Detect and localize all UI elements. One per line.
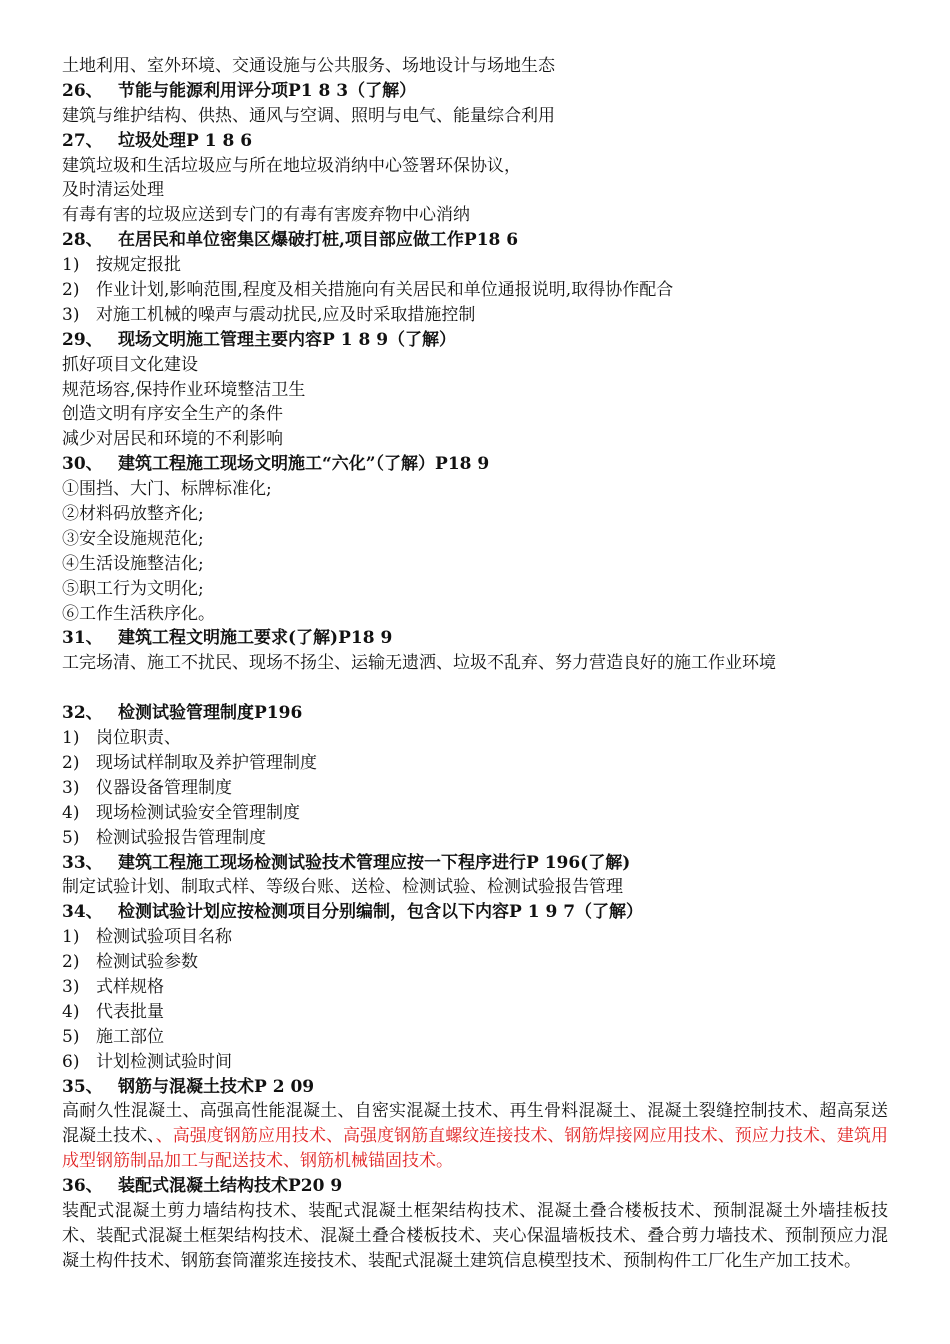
item-text: 仪器设备管理制度: [96, 777, 232, 798]
item-number: 3): [62, 976, 80, 997]
numbered-item: [62, 975, 890, 1000]
numbered-item: [62, 303, 890, 328]
numbered-item: [62, 826, 890, 851]
item-text: 现场试样制取及养护管理制度: [96, 752, 317, 773]
heading-number: 26、: [62, 80, 103, 101]
item-text: 现场检测试验安全管理制度: [96, 802, 300, 823]
blank-line: [62, 676, 890, 701]
heading-text: 垃圾处理P 1 8 6: [118, 130, 253, 151]
item-number: 4): [62, 1001, 80, 1022]
text-line: 创造文明有序安全生产的条件: [62, 404, 283, 425]
numbered-item: [62, 278, 890, 303]
numbered-item: [62, 925, 890, 950]
item-text: 作业计划,影响范围,程度及相关措施向有关居民和单位通报说明,取得协作配合: [96, 280, 674, 301]
text-line: 规范场容,保持作业环境整洁卫生: [62, 379, 306, 400]
text-line: 工完场清、施工不扰民、现场不扬尘、运输无遗洒、垃圾不乱弃、努力营造良好的施工作业环境: [62, 653, 776, 674]
section-heading: [62, 701, 890, 726]
numbered-item: [62, 751, 890, 776]
text-line: 建筑与维护结构、供热、通风与空调、照明与电气、能量综合利用: [62, 105, 555, 126]
heading-text: 节能与能源利用评分项P1 8 3（了解）: [118, 80, 417, 101]
item-number: 5): [62, 827, 80, 848]
heading-number: 36、: [62, 1176, 103, 1197]
section-heading: [62, 328, 890, 353]
section-heading: [62, 228, 890, 253]
paragraph-35: [62, 1099, 888, 1174]
item-number: 1): [62, 927, 80, 948]
section-heading: [62, 129, 890, 154]
numbered-item: [62, 776, 890, 801]
section-heading: [62, 1075, 890, 1100]
item-number: 2): [62, 952, 80, 973]
text-line: 减少对居民和环境的不利影响: [62, 429, 283, 450]
item-text: 检测试验报告管理制度: [96, 827, 266, 848]
paragraph-35-highlighted-text: 、高强度钢筋应用技术、高强度钢筋直螺纹连接技术、钢筋焊接网应用技术、预应力技术、建筑用成型钢筋制品加工与配送技术、钢筋机械锚固技术。: [62, 1126, 888, 1172]
heading-number: 28、: [62, 230, 103, 251]
section-heading: [62, 79, 890, 104]
item-text: 检测试验参数: [96, 952, 198, 973]
item-number: 2): [62, 752, 80, 773]
section-heading: [62, 851, 890, 876]
text-line: 土地利用、室外环境、交通设施与公共服务、场地设计与场地生态: [62, 56, 555, 76]
text-line: ⑤职工行为文明化;: [62, 578, 204, 599]
paragraph-35-text: 高耐久性混凝土、高强高性能混凝土、自密实混凝土技术、再生骨料混凝土、混凝土裂缝控制技术、超高泵送混凝土技术、: [62, 1101, 888, 1147]
item-number: 4): [62, 802, 80, 823]
paragraph-36: 装配式混凝土剪力墙结构技术、装配式混凝土框架结构技术、混凝土叠合楼板技术、预制混凝土外墙挂板技术、装配式混凝土框架结构技术、混凝土叠合楼板技术、夹心保温墙板技术、叠合剪力墙技术、预制预应力混凝土构件技术、钢筋套筒灌浆连接技术、装配式混凝土建筑信息模型技术、预制构件工厂化生产加工技术。: [62, 1201, 888, 1271]
text-line: ④生活设施整洁化;: [62, 553, 204, 574]
heading-number: 27、: [62, 130, 103, 151]
item-text: 岗位职责、: [96, 728, 181, 749]
heading-number: 34、: [62, 902, 103, 923]
numbered-item: [62, 801, 890, 826]
item-number: 1): [62, 728, 80, 749]
numbered-item: [62, 726, 890, 751]
numbered-item: [62, 1000, 890, 1025]
item-text: 代表批量: [96, 1001, 164, 1022]
heading-text: 建筑工程施工现场检测试验技术管理应按一下程序进行P 196(了解): [118, 852, 631, 873]
heading-number: 32、: [62, 703, 103, 724]
numbered-item: [62, 1050, 890, 1075]
text-line: 有毒有害的垃圾应送到专门的有毒有害废弃物中心消纳: [62, 205, 470, 226]
text-line: 抓好项目文化建设: [62, 354, 198, 375]
heading-text: 现场文明施工管理主要内容P 1 8 9（了解）: [118, 329, 457, 350]
text-line: ③安全设施规范化;: [62, 528, 204, 549]
heading-number: 29、: [62, 329, 103, 350]
item-text: 式样规格: [96, 976, 164, 997]
item-number: 5): [62, 1026, 80, 1047]
heading-text: 检测试验管理制度P196: [118, 703, 303, 724]
item-number: 1): [62, 255, 80, 276]
text-line: ②材料码放整齐化;: [62, 504, 204, 525]
text-line: 及时清运处理: [62, 180, 164, 201]
item-text: 按规定报批: [96, 255, 181, 276]
heading-text: 建筑工程文明施工要求(了解)P18 9: [118, 628, 393, 649]
text-line: 制定试验计划、制取式样、等级台账、送检、检测试验、检测试验报告管理: [62, 877, 623, 898]
heading-text: 钢筋与混凝土技术P 2 09: [118, 1076, 315, 1097]
item-number: 3): [62, 304, 80, 325]
section-heading: [62, 452, 890, 477]
numbered-item: [62, 1025, 890, 1050]
heading-number: 31、: [62, 628, 103, 649]
heading-text: 装配式混凝土结构技术P20 9: [118, 1176, 343, 1197]
numbered-item: [62, 253, 890, 278]
text-line: ①围挡、大门、标牌标准化;: [62, 479, 272, 500]
heading-number: 33、: [62, 852, 103, 873]
section-heading: [62, 626, 890, 651]
heading-number: 30、: [62, 454, 103, 475]
item-number: 6): [62, 1051, 80, 1072]
text-line: ⑥工作生活秩序化。: [62, 603, 215, 624]
heading-number: 35、: [62, 1076, 103, 1097]
heading-text: 检测试验计划应按检测项目分别编制，包含以下内容P 1 9 7（了解）: [118, 902, 644, 923]
item-text: 对施工机械的噪声与震动扰民,应及时采取措施控制: [96, 304, 476, 325]
text-line: 建筑垃圾和生活垃圾应与所在地垃圾消纳中心签署环保协议，: [62, 155, 521, 176]
heading-36: [62, 1174, 890, 1199]
item-number: 2): [62, 280, 80, 301]
section-heading: [62, 900, 890, 925]
item-text: 计划检测试验时间: [96, 1051, 232, 1072]
heading-text: 建筑工程施工现场文明施工“六化”（了解）P18 9: [118, 454, 490, 475]
heading-text: 在居民和单位密集区爆破打桩,项目部应做工作P18 6: [118, 230, 519, 251]
numbered-item: [62, 950, 890, 975]
item-number: 3): [62, 777, 80, 798]
item-text: 检测试验项目名称: [96, 927, 232, 948]
document-lines: [62, 54, 890, 1099]
item-text: 施工部位: [96, 1026, 164, 1047]
